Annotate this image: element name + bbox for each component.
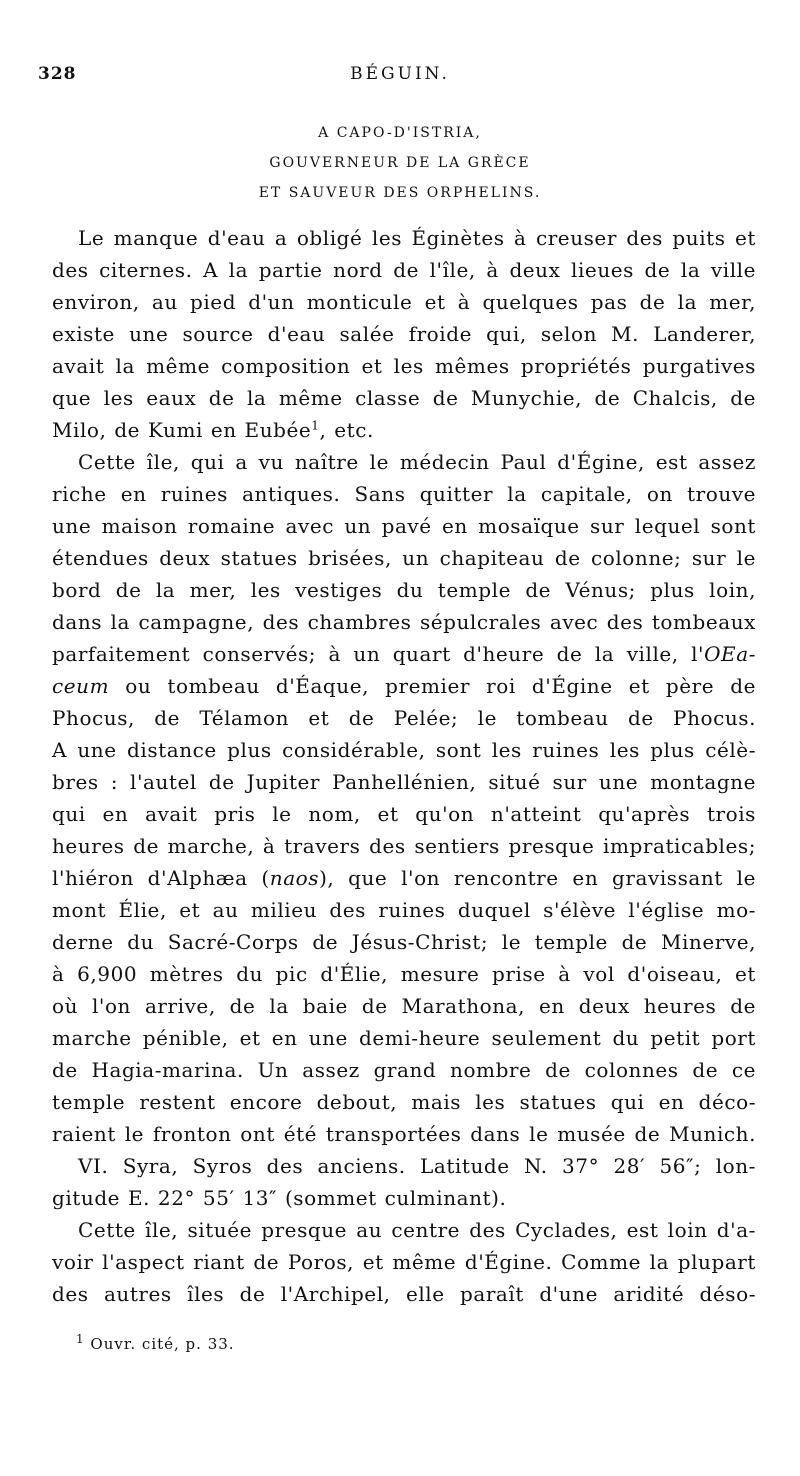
text-line: Phocus, de Télamon et de Pelée; le tombeau de Phocus. <box>52 706 756 730</box>
footnote <box>76 1332 235 1353</box>
text-line: de Hagia-marina. Un assez grand nombre de colonnes de ce <box>52 1058 756 1082</box>
text-line: Cette île, située presque au centre des Cyclades, est loin d'a- <box>78 1218 756 1242</box>
body-text <box>52 222 756 1310</box>
text-line: étendues deux statues brisées, un chapiteau de colonne; sur le <box>52 546 756 570</box>
text-fragment: ou tombeau d'Éaque, premier roi d'Égine et père de <box>109 674 756 698</box>
running-head: BÉGUIN. <box>350 64 450 84</box>
text-line: environ, au pied d'un monticule et à quelques pas de la mer, <box>52 290 756 314</box>
text-fragment: parfaitement conservés; à un quart d'heure de la ville, l' <box>52 642 705 666</box>
text-line: bord de la mer, les vestiges du temple de Vénus; plus loin, <box>52 578 756 602</box>
text-line: dans la campagne, des chambres sépulcrales avec des tombeaux <box>52 610 756 634</box>
text-line <box>52 638 756 670</box>
text-line: voir l'aspect riant de Poros, et même d'Égine. Comme la plupart <box>52 1250 756 1274</box>
text-fragment: ), que l'on rencontre en gravissant le <box>319 866 756 890</box>
text-line: heures de marche, à travers des sentiers presque impraticables; <box>52 834 756 858</box>
text-line: riche en ruines antiques. Sans quitter la capitale, on trouve <box>52 482 756 506</box>
text-line: gitude E. 22° 55′ 13″ (sommet culminant). <box>52 1186 507 1210</box>
footnote-text: Ouvr. cité, p. 33. <box>90 1335 235 1353</box>
text-line: mont Élie, et au milieu des ruines duquel s'élève l'église mo- <box>52 898 756 922</box>
text-line: des autres îles de l'Archipel, elle paraît d'une aridité déso- <box>52 1282 756 1306</box>
text-line: existe une source d'eau salée froide qui, selon M. Landerer, <box>52 322 756 346</box>
footnote-reference: 1 <box>311 418 320 433</box>
text-line: une maison romaine avec un pavé en mosaïque sur lequel sont <box>52 514 756 538</box>
text-line: Le manque d'eau a obligé les Éginètes à creuser des puits et <box>78 226 756 250</box>
text-line: Cette île, qui a vu naître le médecin Paul d'Égine, est assez <box>78 450 756 474</box>
text-line: raient le fronton ont été transportées dans le musée de Munich. <box>52 1122 756 1146</box>
text-line: où l'on arrive, de la baie de Marathona, en deux heures de <box>52 994 756 1018</box>
italic-term: OEa- <box>704 642 756 666</box>
text-fragment: Milo, de Kumi en Eubée <box>52 418 312 442</box>
text-fragment: , etc. <box>319 418 374 442</box>
dedication-line: GOUVERNEUR DE LA GRÈCE <box>269 155 531 171</box>
text-line <box>52 670 756 702</box>
text-line: derne du Sacré-Corps de Jésus-Christ; le temple de Minerve, <box>52 930 756 954</box>
footnote-marker: 1 <box>76 1332 85 1346</box>
text-line: temple restent encore debout, mais les statues qui en déco- <box>52 1090 756 1114</box>
text-line <box>52 414 756 446</box>
text-line: des citernes. A la partie nord de l'île, à deux lieues de la ville <box>52 258 756 282</box>
text-line: qui en avait pris le nom, et qu'on n'atteint qu'après trois <box>52 802 756 826</box>
text-fragment: l'hiéron d'Alphæa ( <box>52 866 270 890</box>
text-line: avait la même composition et les mêmes propriétés purgatives <box>52 354 756 378</box>
dedication <box>0 118 800 208</box>
text-line: que les eaux de la même classe de Munychie, de Chalcis, de <box>52 386 756 410</box>
italic-term: naos <box>269 866 320 890</box>
page-header <box>38 64 762 88</box>
text-line: marche pénible, et en une demi-heure seulement du petit port <box>52 1026 756 1050</box>
page-number: 328 <box>38 64 77 84</box>
text-line: bres : l'autel de Jupiter Panhellénien, situé sur une montagne <box>52 770 756 794</box>
text-line <box>52 862 756 894</box>
text-line: VI. Syra, Syros des anciens. Latitude N. 37° 28′ 56″; lon- <box>78 1154 756 1178</box>
italic-term: ceum <box>52 674 110 698</box>
text-line: à 6,900 mètres du pic d'Élie, mesure prise à vol d'oiseau, et <box>52 962 756 986</box>
dedication-line: ET SAUVEUR DES ORPHELINS. <box>258 185 542 201</box>
dedication-line: A CAPO-D'ISTRIA, <box>318 125 482 141</box>
text-line: A une distance plus considérable, sont les ruines les plus célè- <box>52 738 756 762</box>
